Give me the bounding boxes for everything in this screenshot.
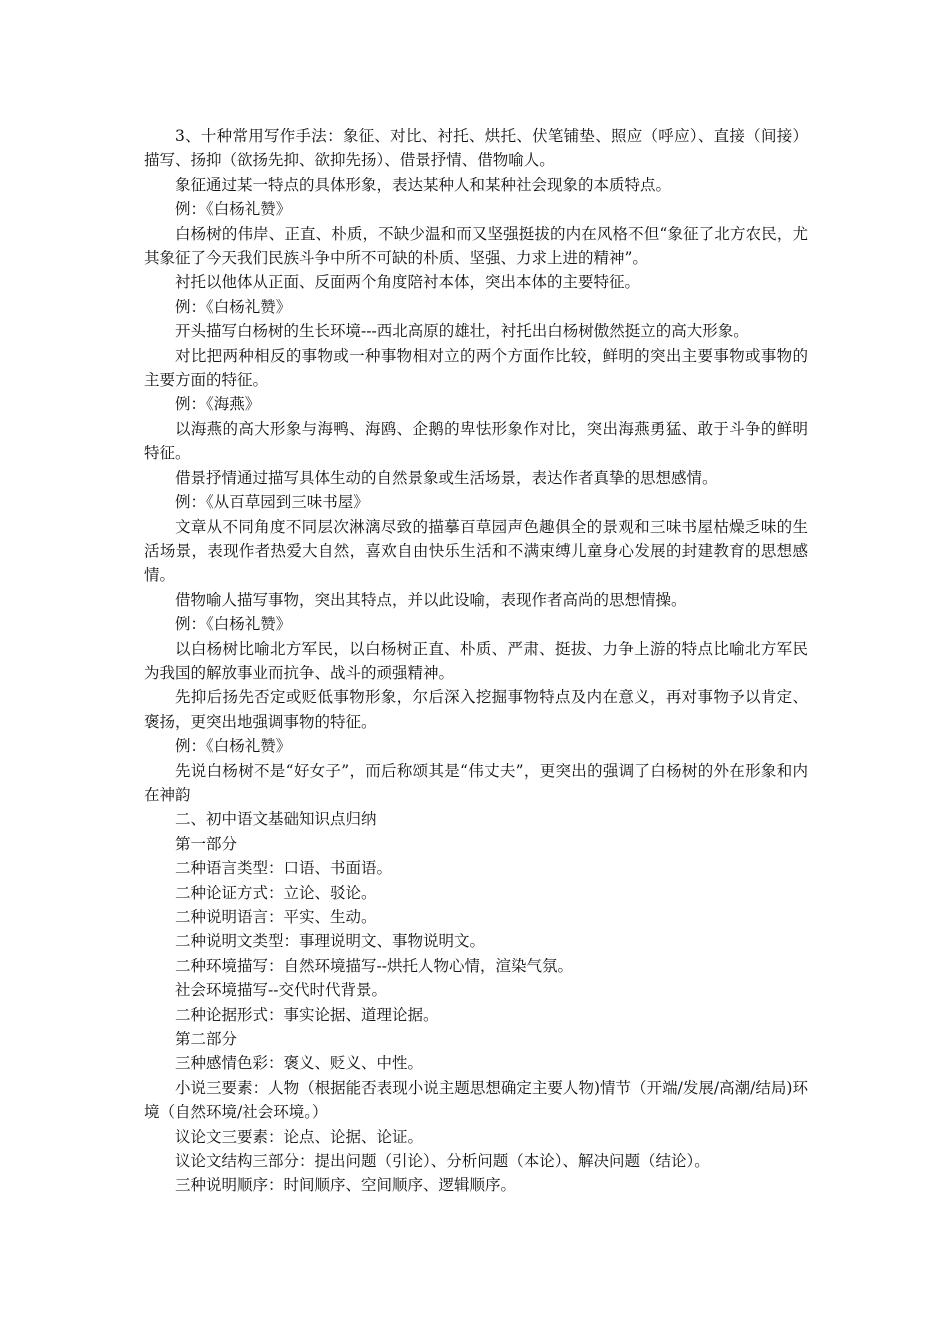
- paragraph: 二种语言类型：口语、书面语。: [175, 859, 393, 878]
- paragraph: 二种论证方式：立论、驳论。: [175, 883, 377, 902]
- paragraph: 社会环境描写--交代时代背景。: [175, 981, 387, 1000]
- paragraph: 例：《白杨礼赞》: [175, 200, 292, 219]
- document-body: [144, 124, 808, 1198]
- paragraph: 议论文结构三部分：提出问题（引论）、分析问题（本论）、解决问题（结论）。: [175, 1152, 710, 1171]
- paragraph: 借景抒情通过描写具体生动的自然景象或生活场景，表达作者真挚的思想感情。: [175, 468, 718, 487]
- paragraph: 开头描写白杨树的生长环境---西北高原的雄壮，衬托出白杨树傲然挺立的高大形象。: [175, 322, 749, 341]
- paragraph: 议论文三要素：论点、论据、论证。: [175, 1127, 424, 1146]
- paragraph: 二种论据形式：事实论据、道理论据。: [175, 1005, 439, 1024]
- paragraph: 例：《从百草园到三味书屋》: [175, 493, 369, 512]
- paragraph: 先抑后扬先否定或贬低事物形象，尔后深入挖掘事物特点及内在意义，再对事物予以肯定、褒扬，更突出地强调事物的特征。: [144, 688, 808, 731]
- paragraph: 3、十种常用写作手法：象征、对比、衬托、烘托、伏笔铺垫、照应（呼应）、直接（间接）描写、扬抑（欲扬先抑、欲抑先扬）、借景抒情、借物喻人。: [144, 127, 808, 170]
- paragraph: 文章从不同角度不同层次淋漓尽致的描摹百草园声色趣俱全的景观和三味书屋枯燥乏味的生活场景，表现作者热爱大自然，喜欢自由快乐生活和不满束缚儿童身心发展的封建教育的思想感情。: [144, 517, 808, 585]
- paragraph: 借物喻人描写事物，突出其特点，并以此设喻，表现作者高尚的思想情操。: [175, 590, 687, 609]
- paragraph: 衬托以他体从正面、反面两个角度陪衬本体，突出本体的主要特征。: [175, 273, 641, 292]
- paragraph: 二种环境描写：自然环境描写--烘托人物心情，渲染气氛。: [175, 956, 573, 975]
- paragraph: 三种说明顺序：时间顺序、空间顺序、逻辑顺序。: [175, 1176, 517, 1195]
- paragraph: 以海燕的高大形象与海鸭、海鸥、企鹅的卑怯形象作对比，突出海燕勇猛、敢于斗争的鲜明特征。: [144, 419, 808, 463]
- paragraph: 小说三要素：人物（根据能否表现小说主题思想确定主要人物)情节（开端/发展/高潮/结局)环境（自然环境/社会环境。）: [144, 1078, 808, 1122]
- paragraph: 例：《白杨礼赞》: [175, 615, 292, 634]
- paragraph: 白杨树的伟岸、正直、朴质，不缺少温和而又坚强挺拔的内在风格不但“象征了北方农民，尤其象征了今天我们民族斗争中所不可缺的朴质、坚强、力求上进的精神”。: [144, 224, 808, 268]
- paragraph: 象征通过某一特点的具体形象，表达某种人和某种社会现象的本质特点。: [175, 175, 672, 194]
- paragraph: 三种感情色彩：褒义、贬义、中性。: [175, 1054, 424, 1073]
- section-heading: 二、初中语文基础知识点归纳: [175, 810, 377, 829]
- paragraph: 例：《白杨礼赞》: [175, 297, 292, 316]
- paragraph: 二种说明语言：平实、生动。: [175, 908, 377, 926]
- paragraph: 二种说明文类型：事理说明文、事物说明文。: [175, 932, 486, 951]
- paragraph: 先说白杨树不是“好女子”，而后称颂其是“伟丈夫”，更突出的强调了白杨树的外在形象和内在神韵: [144, 761, 808, 804]
- subsection-heading: 第二部分: [175, 1030, 238, 1049]
- paragraph: 例：《海燕》: [175, 395, 261, 414]
- paragraph: 以白杨树比喻北方军民，以白杨树正直、朴质、严肃、挺拔、力争上游的特点比喻北方军民为我国的解放事业而抗争、战斗的顽强精神。: [144, 639, 808, 682]
- paragraph: 对比把两种相反的事物或一种事物相对立的两个方面作比较，鲜明的突出主要事物或事物的主要方面的特征。: [144, 346, 808, 390]
- paragraph: 例：《白杨礼赞》: [175, 737, 292, 756]
- subsection-heading: 第一部分: [175, 834, 238, 853]
